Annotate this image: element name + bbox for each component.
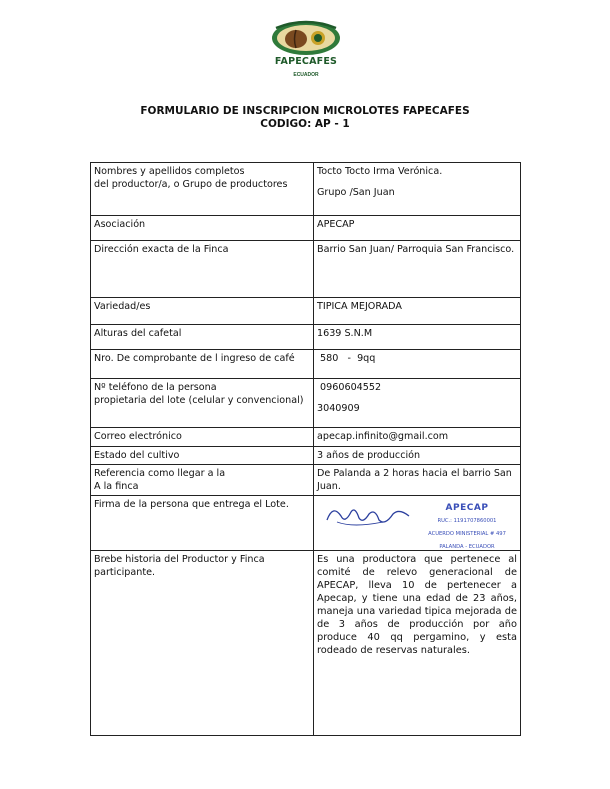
value-cell xyxy=(314,379,521,428)
asociacion-value: APECAP xyxy=(314,216,521,241)
logo-brand-text: FAPECAFES xyxy=(274,56,338,67)
row-referencia xyxy=(91,465,521,496)
form-code: CODIGO: AP - 1 xyxy=(260,118,350,130)
telefono-label-1: Nº teléfono de la persona xyxy=(94,382,217,393)
row-names xyxy=(91,163,521,216)
telefono-value-2: 3040909 xyxy=(317,403,360,414)
apecap-stamp xyxy=(413,502,521,554)
comprobante-label: Nro. De comprobante de l ingreso de café xyxy=(91,350,314,379)
label-cell xyxy=(91,551,314,736)
referencia-label-1: Referencia como llegar a la xyxy=(94,468,226,479)
logo-country-text: ECUADOR xyxy=(293,72,319,78)
telefono-value-1: 0960604552 xyxy=(317,382,382,393)
variedad-label: Variedad/es xyxy=(91,298,314,325)
variedad-value: TIPICA MEJORADA xyxy=(314,298,521,325)
names-label-1: Nombres y apellidos completos xyxy=(94,166,245,177)
names-value-1: Tocto Tocto Irma Verónica. xyxy=(317,166,443,177)
stamp-ruc: RUC.: 1191707860001 xyxy=(437,518,497,524)
row-estado xyxy=(91,447,521,465)
stamp-name: APECAP xyxy=(445,503,489,513)
historia-label-2: participante. xyxy=(94,567,156,578)
historia-value: Es una productora que pertenece al comité de relevo generacional de APECAP, lleva 10 de pertenecer a Apecap, y tiene una edad de 23 años, maneja una variedad tipica mejorada de de 3 años de producción por año produce 40 qq pergamino, y esta rodeado de reservas naturales. xyxy=(314,551,521,736)
names-label-2: del productor/a, o Grupo de productores xyxy=(94,179,288,190)
stamp-lugar: PALANDA - ECUADOR xyxy=(439,544,495,550)
row-historia xyxy=(91,551,521,736)
signature-area xyxy=(317,498,517,550)
form-title: FORMULARIO DE INSCRIPCION MICROLOTES FAPECAFES xyxy=(140,105,470,117)
row-asociacion xyxy=(91,216,521,241)
estado-value: 3 años de producción xyxy=(314,447,521,465)
row-comprobante xyxy=(91,350,521,379)
asociacion-label: Asociación xyxy=(91,216,314,241)
telefono-label-2: propietaria del lote (celular y convencional) xyxy=(94,395,304,406)
referencia-value: De Palanda a 2 horas hacia el barrio San Juan. xyxy=(314,465,521,496)
label-cell xyxy=(91,379,314,428)
row-correo xyxy=(91,428,521,447)
registration-form-table xyxy=(90,162,521,736)
direccion-label: Dirección exacta de la Finca xyxy=(91,241,314,298)
label-cell xyxy=(91,465,314,496)
firma-cell xyxy=(314,496,521,551)
row-telefono xyxy=(91,379,521,428)
direccion-value: Barrio San Juan/ Parroquia San Francisco. xyxy=(314,241,521,298)
handwritten-signature-icon xyxy=(323,502,413,530)
fapecafes-logo xyxy=(266,18,346,78)
row-alturas xyxy=(91,325,521,350)
alturas-label: Alturas del cafetal xyxy=(91,325,314,350)
historia-label-1: Brebe historia del Productor y Finca xyxy=(94,554,265,565)
coffee-bean-logo-icon xyxy=(266,18,346,58)
correo-label: Correo electrónico xyxy=(91,428,314,447)
comprobante-value: 580 - 9qq xyxy=(314,350,521,379)
referencia-label-2: A la finca xyxy=(94,481,139,492)
value-cell xyxy=(314,163,521,216)
firma-label: Firma de la persona que entrega el Lote. xyxy=(91,496,314,551)
correo-value: apecap.infinito@gmail.com xyxy=(314,428,521,447)
label-cell xyxy=(91,163,314,216)
stamp-acuerdo: ACUERDO MINISTERIAL # 497 xyxy=(428,531,506,537)
row-firma xyxy=(91,496,521,551)
row-direccion xyxy=(91,241,521,298)
names-value-2: Grupo /San Juan xyxy=(317,187,395,198)
row-variedad xyxy=(91,298,521,325)
alturas-value: 1639 S.N.M xyxy=(314,325,521,350)
estado-label: Estado del cultivo xyxy=(91,447,314,465)
